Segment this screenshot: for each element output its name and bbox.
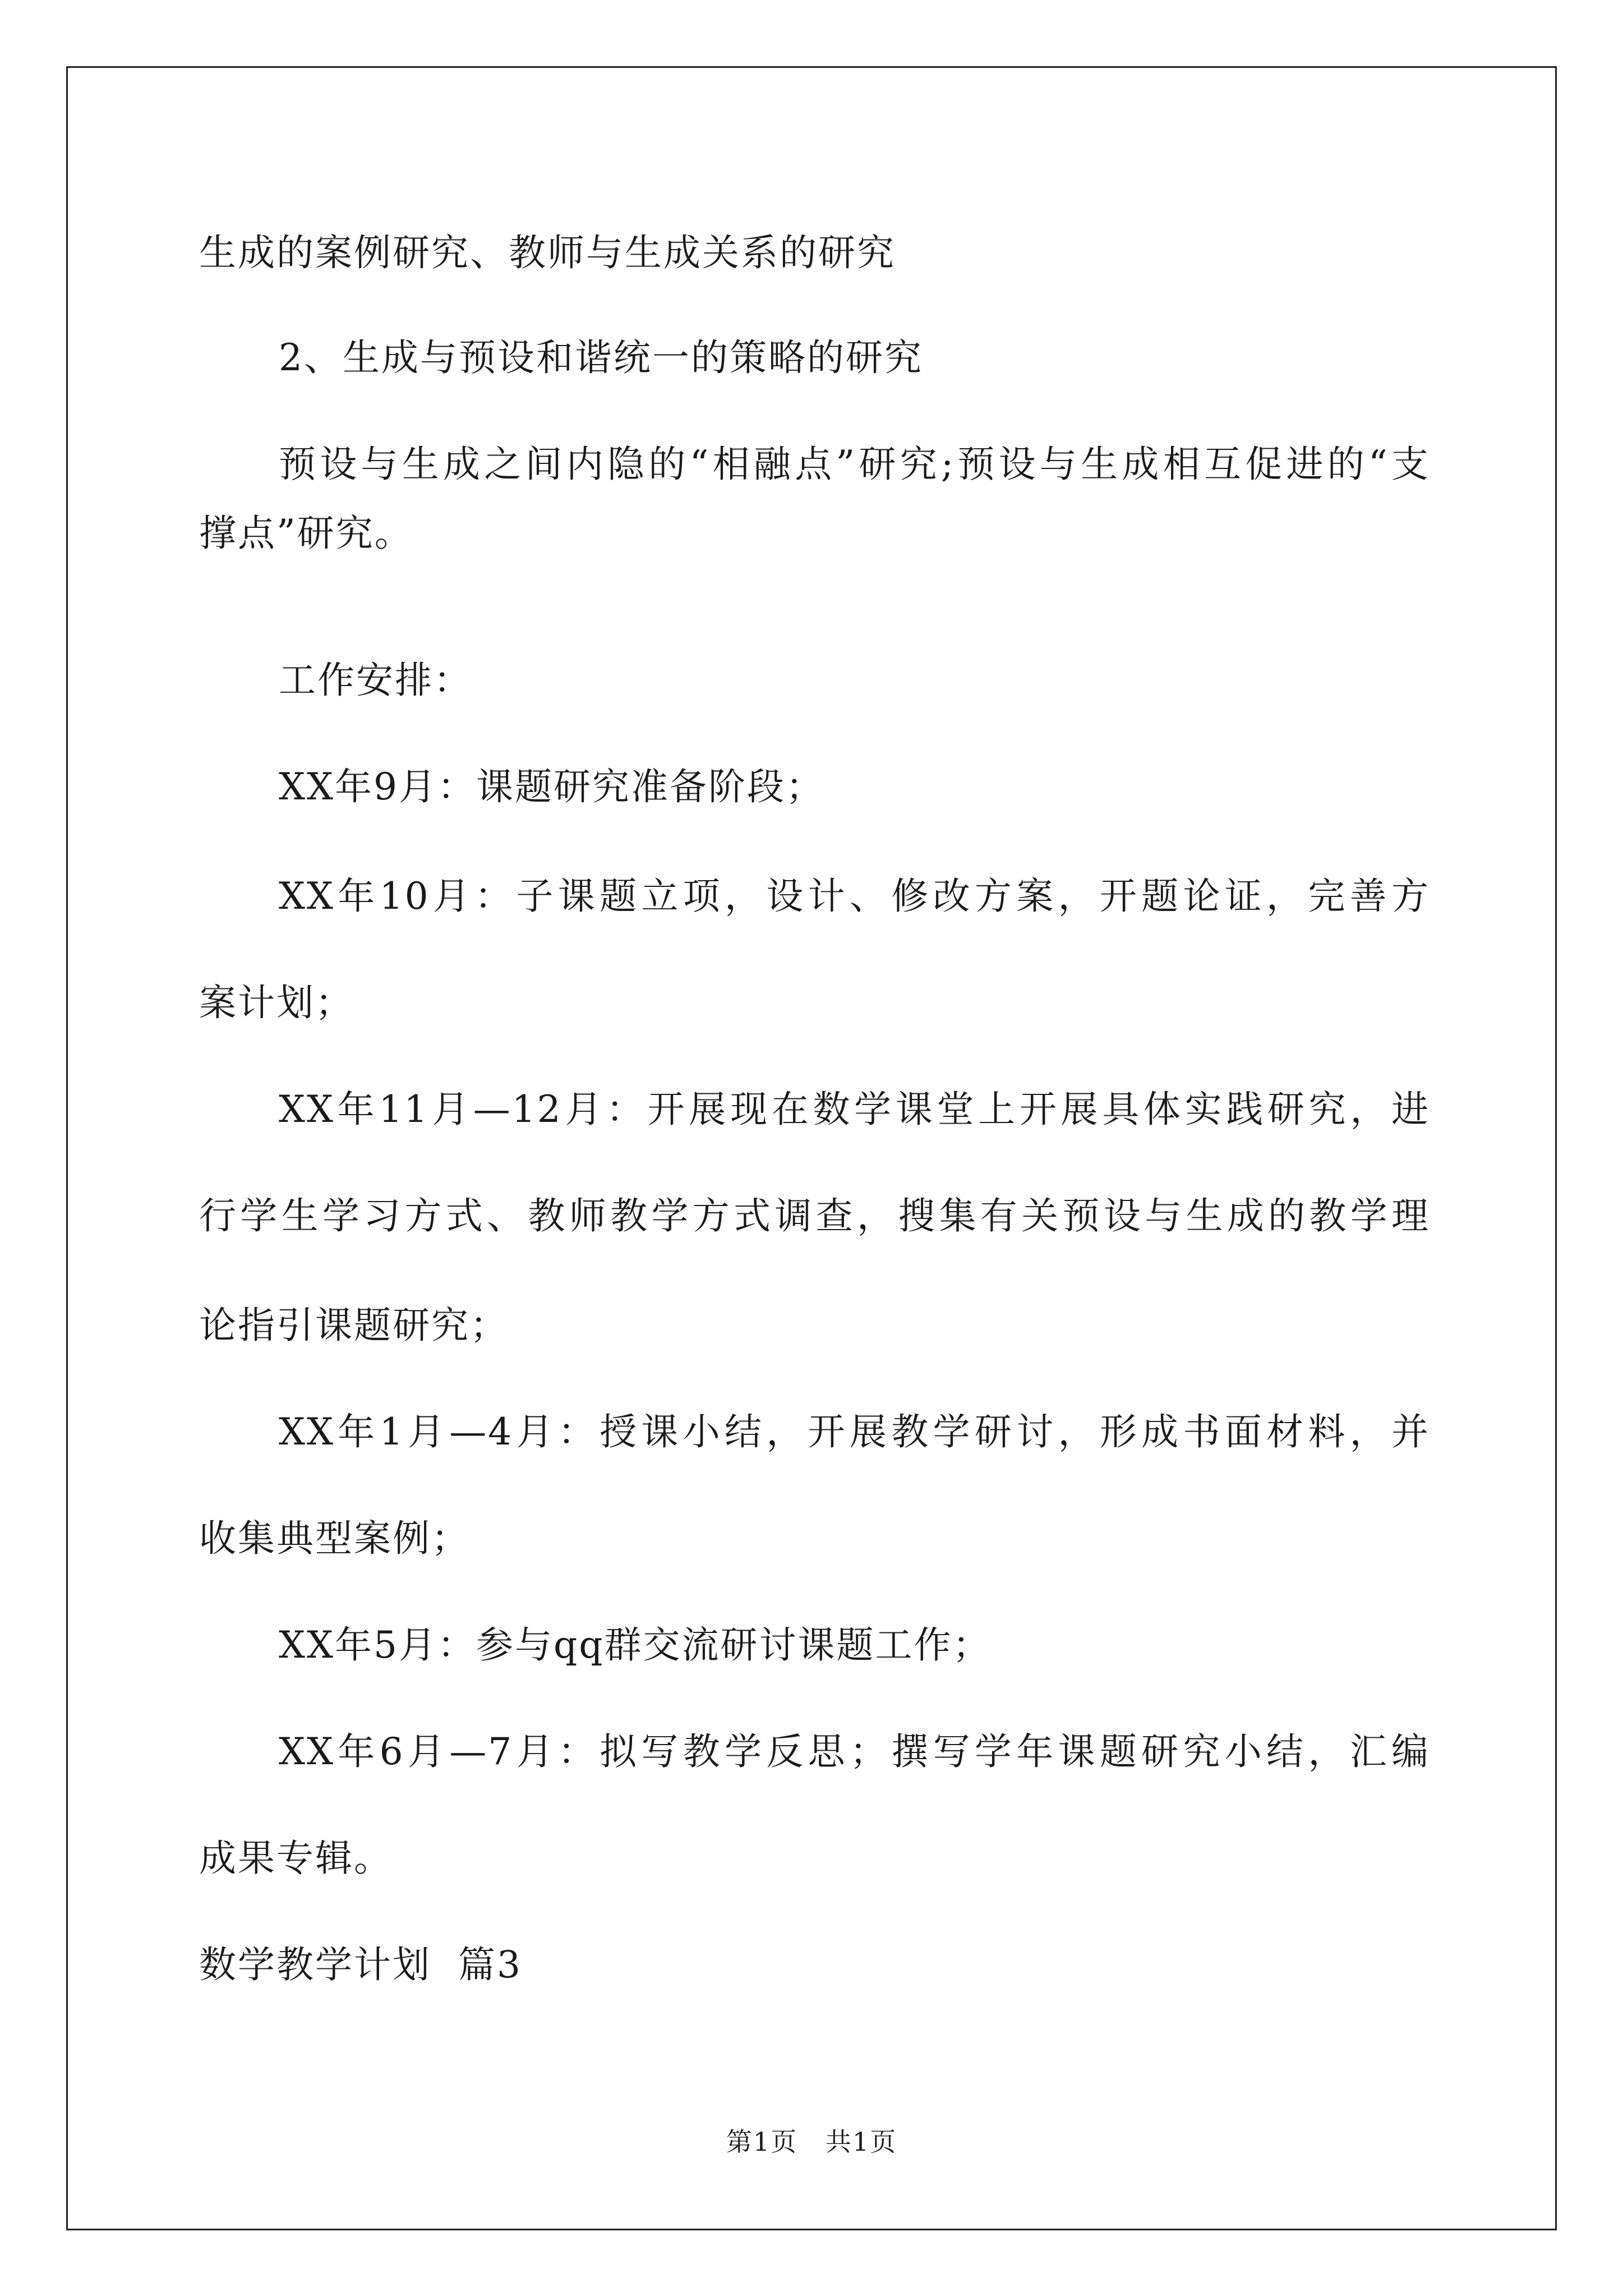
text-line-13: 收集典型案例； xyxy=(199,1517,470,1560)
text-line-5: 工作安排： xyxy=(279,659,472,702)
text-line-3: 预设与生成之间内隐的“相融点”研究;预设与生成相互促进的“支 xyxy=(279,443,1430,486)
text-line-16: 成果专辑。 xyxy=(199,1837,393,1880)
text-line-9: XX年11月—12月：开展现在数学课堂上开展具体实践研究，进 xyxy=(279,1088,1430,1131)
page-footer: 第1页 共1页 xyxy=(726,2127,897,2157)
text-line-6: XX年9月：课题研究准备阶段； xyxy=(279,765,824,808)
text-line-10: 行学生学习方式、教师教学方式调查，搜集有关预设与生成的教学理 xyxy=(199,1194,1430,1237)
text-line-8: 案计划； xyxy=(199,981,354,1024)
text-line-2: 2、生成与预设和谐统一的策略的研究 xyxy=(279,336,923,379)
text-line-12: XX年1月—4月：授课小结，开展教学研讨，形成书面材料，并 xyxy=(279,1410,1430,1453)
text-line-14: XX年5月：参与qq群交流研讨课题工作； xyxy=(279,1623,992,1667)
text-line-15: XX年6月—7月：拟写教学反思；撰写学年课题研究小结，汇编 xyxy=(279,1730,1430,1773)
section-heading: 数学教学计划 篇3 xyxy=(199,1943,522,1986)
text-line-7: XX年10月：子课题立项，设计、修改方案，开题论证，完善方 xyxy=(279,875,1430,918)
text-line-4: 撑点”研究。 xyxy=(199,512,413,555)
page-border xyxy=(66,66,1557,2230)
text-line-11: 论指引课题研究； xyxy=(199,1304,509,1347)
text-line-1: 生成的案例研究、教师与生成关系的研究 xyxy=(199,231,896,274)
